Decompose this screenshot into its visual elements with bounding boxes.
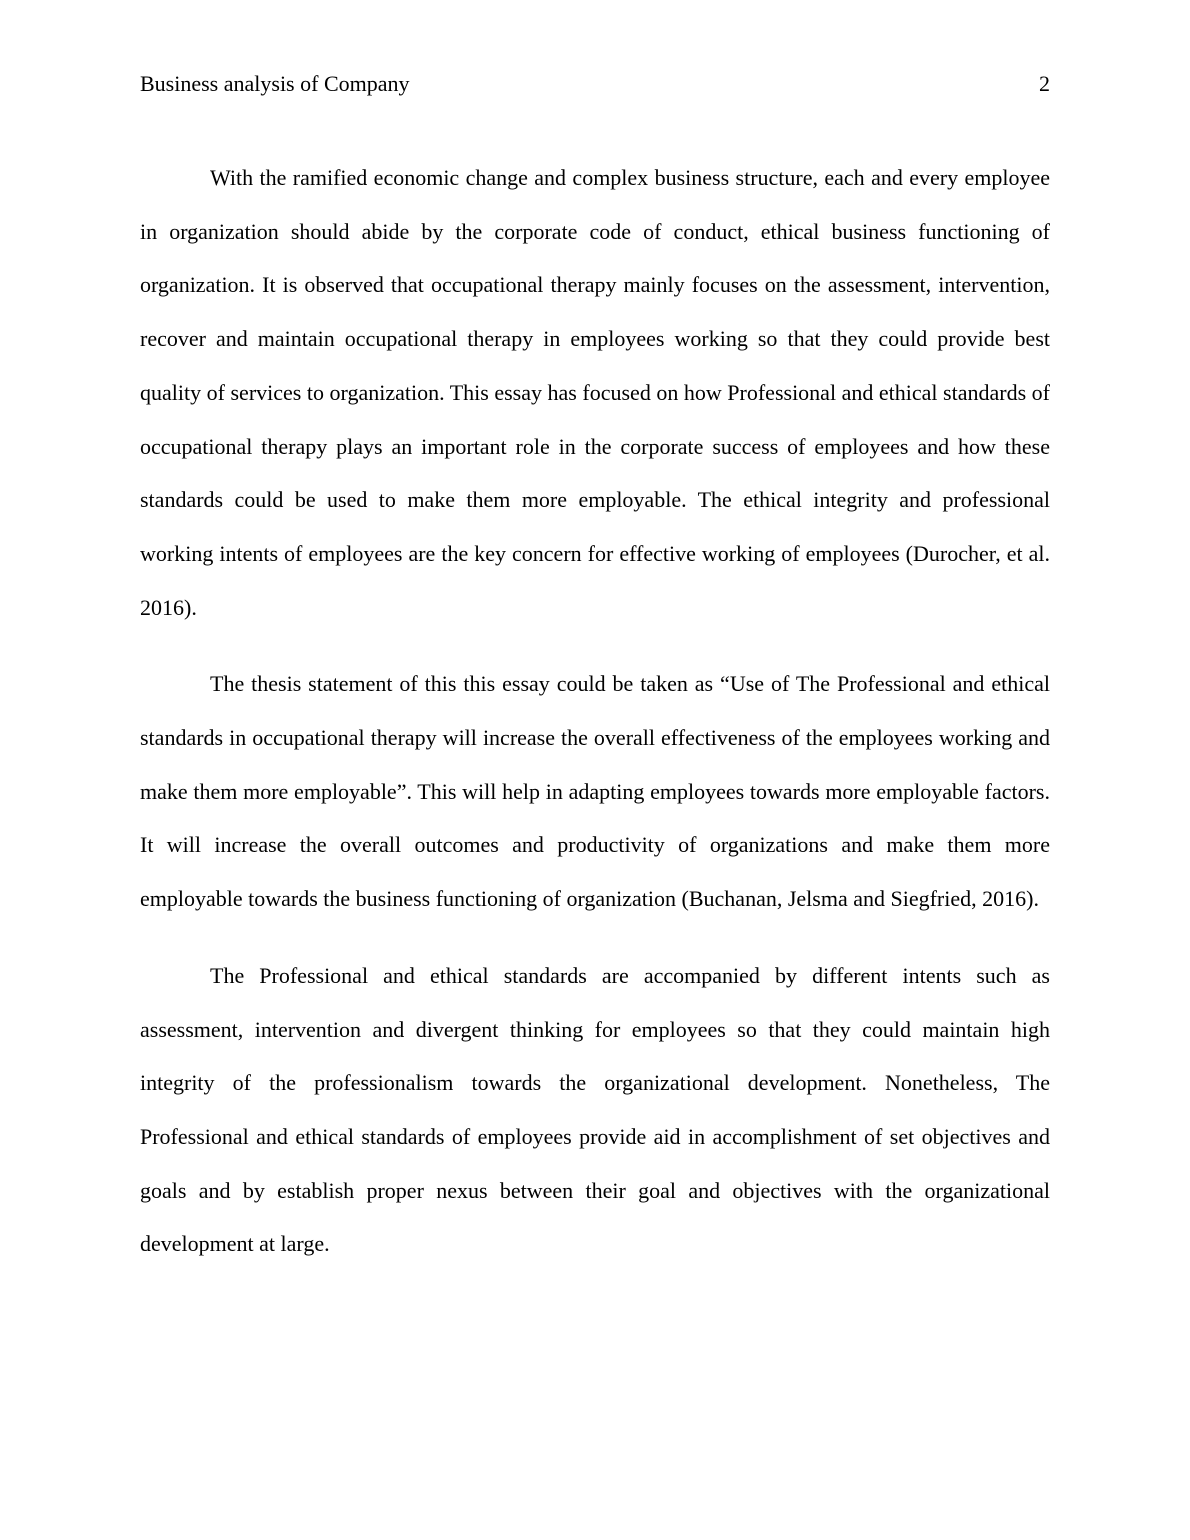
paragraph: With the ramified economic change and complex business structure, each and every employee in organization should abide by the corporate code of conduct, ethical business functioning of organization. It is observed that occupational therapy mainly focuses on the assessment, intervention, recover and maintain occupational therapy in employees working so that they could provide best quality of services to organization. This essay has focused on how Professional and ethical standards of occupational therapy plays an important role in the corporate success of employees and how these standards could be used to make them more employable. The ethical integrity and professional working intents of employees are the key concern for effective working of employees (Durocher, et al. 2016). (140, 165, 1050, 620)
page-number: 2 (1039, 71, 1050, 96)
paragraph: The Professional and ethical standards are accompanied by different intents such as assessment, intervention and divergent thinking for employees so that they could maintain high integrity of the professionalism towards the organizational development. Nonetheless, The Professional and ethical standards of employees provide aid in accomplishment of set objectives and goals and by establish proper nexus between their goal and objectives with the organizational development at large. (140, 962, 1050, 1257)
running-head: Business analysis of Company (140, 71, 410, 96)
page-header (140, 68, 1050, 100)
document-body (140, 151, 1050, 1294)
paragraph: The thesis statement of this this essay could be taken as “Use of The Professional and ethical standards in occupational therapy will increase the overall effectiveness of the employees working and make them more employable”. This will help in adapting employees towards more employable factors. It will increase the overall outcomes and productivity of organizations and make them more employable towards the business functioning of organization (Buchanan, Jelsma and Siegfried, 2016). (140, 671, 1050, 912)
